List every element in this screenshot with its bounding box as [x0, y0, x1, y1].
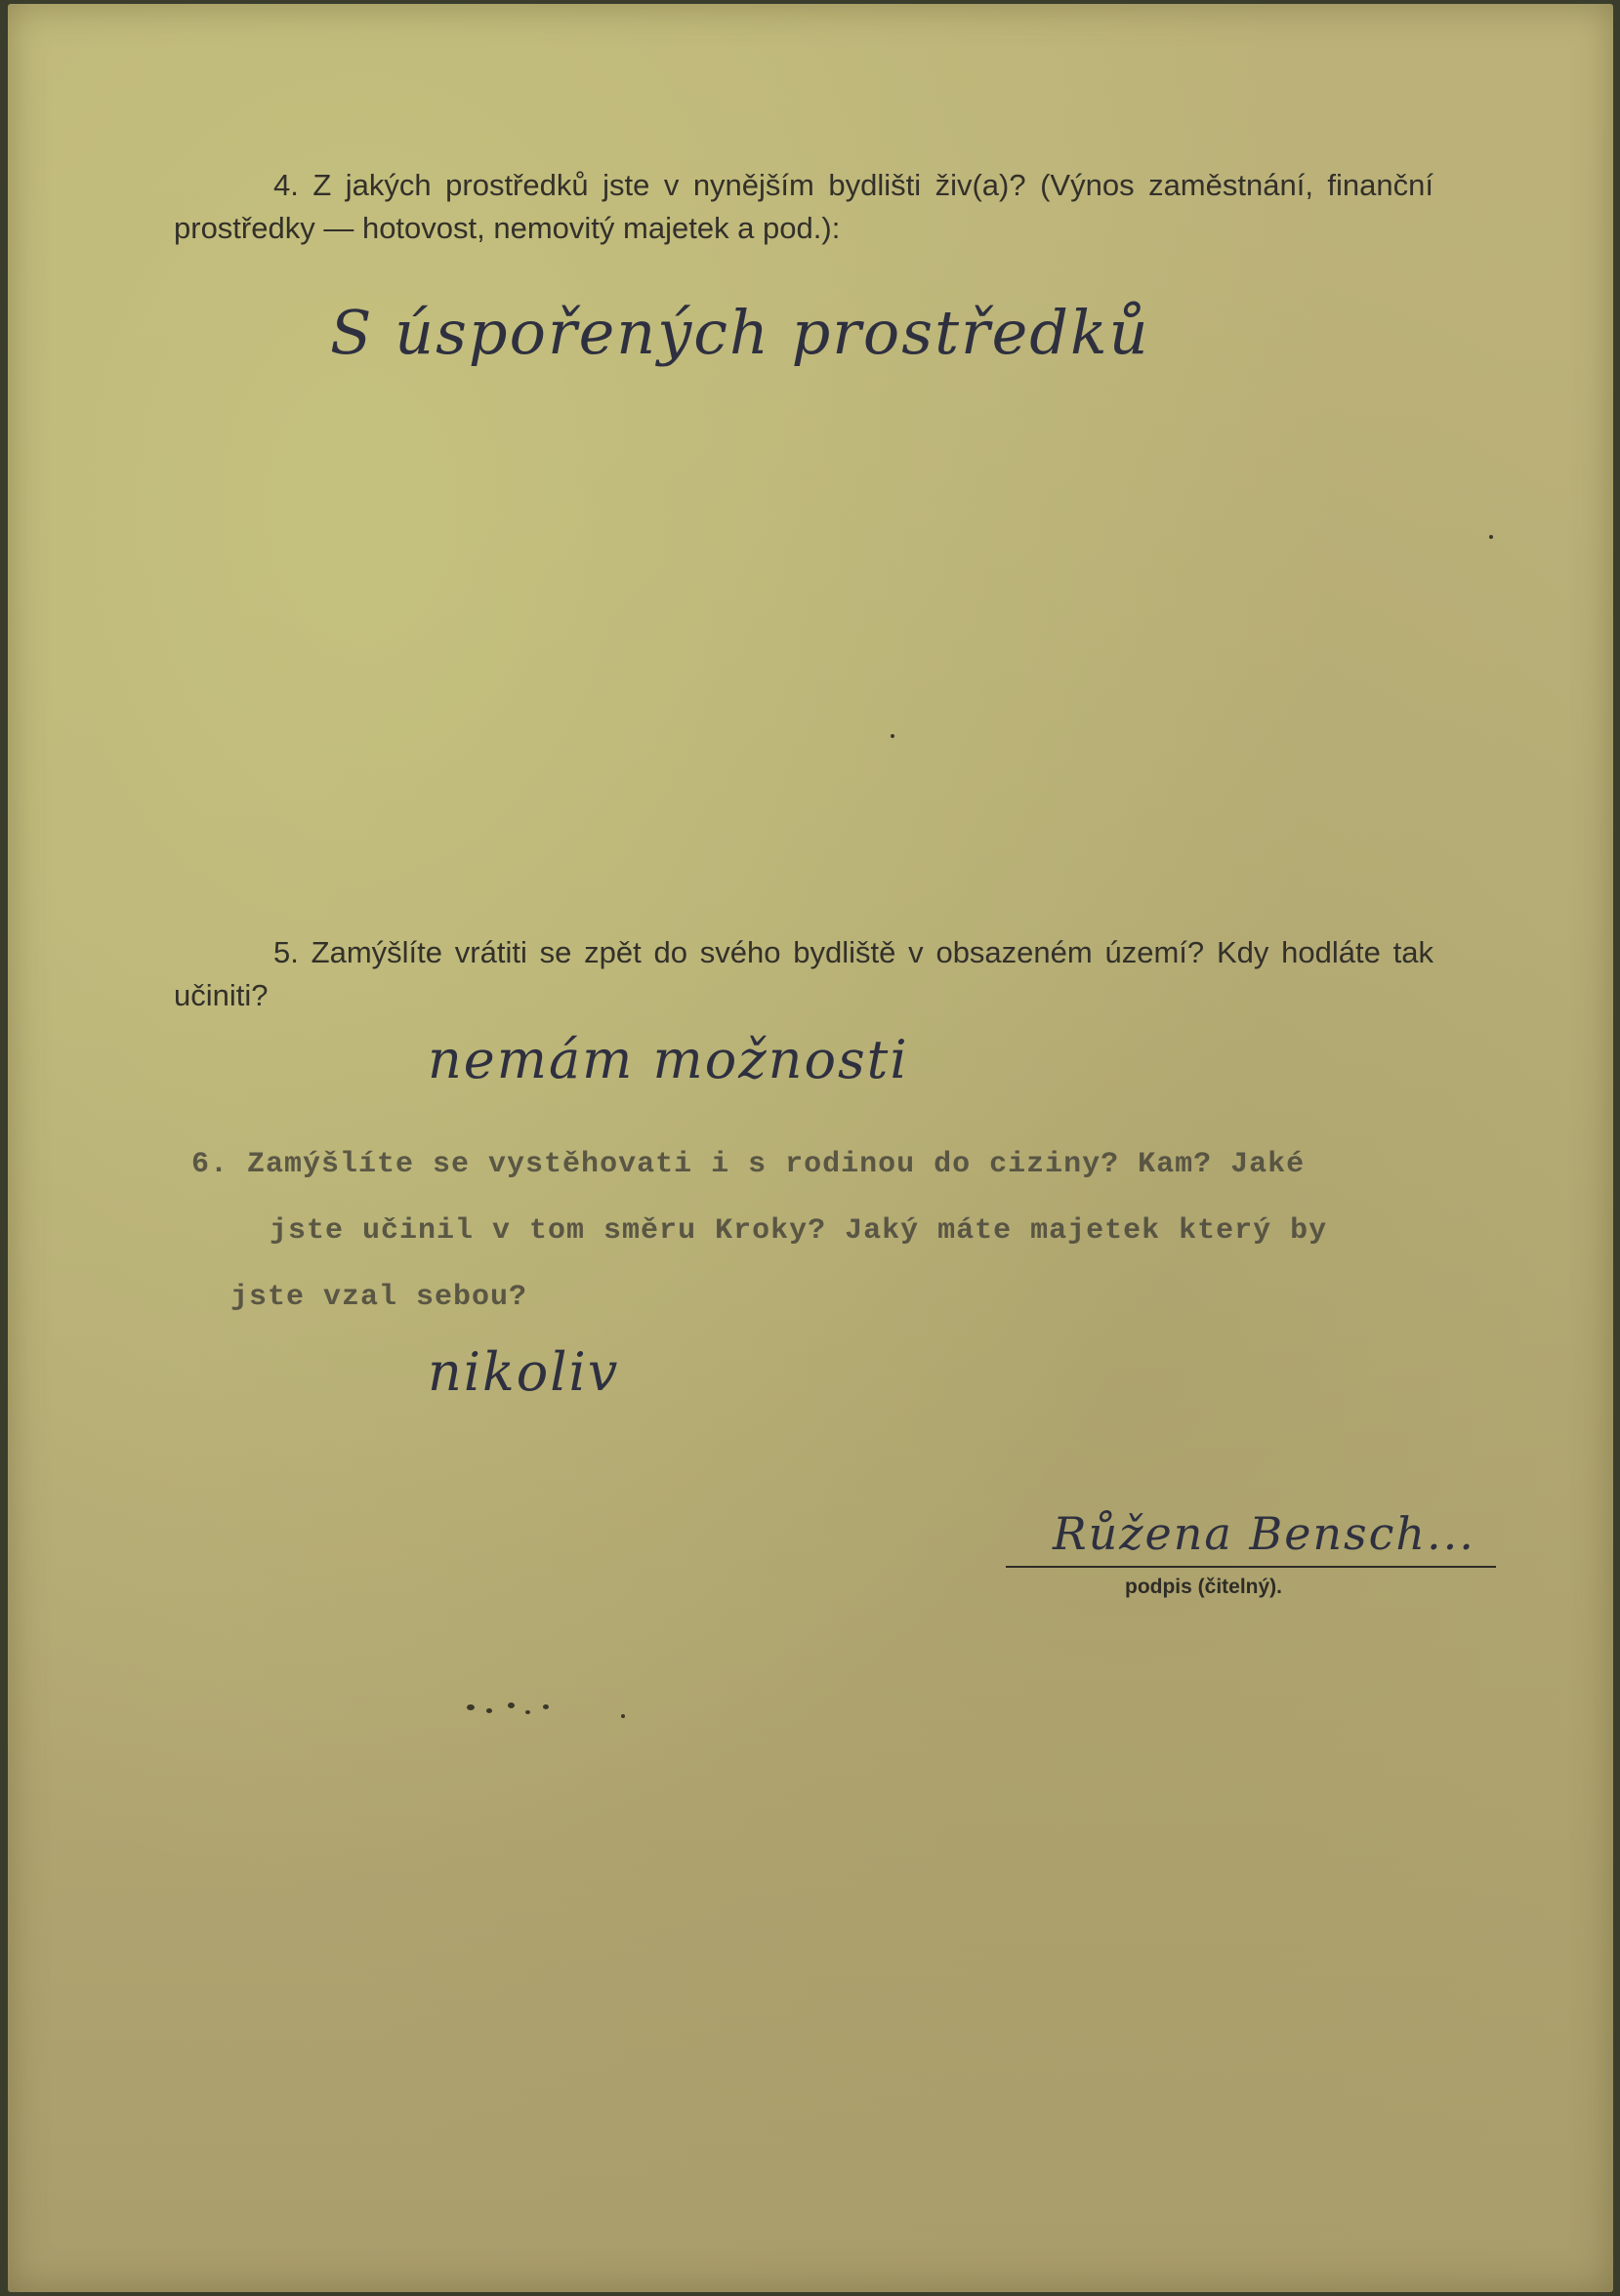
- question-6-handwritten-answer: nikoliv: [428, 1341, 620, 1403]
- question-4-handwritten-answer: S úspořených prostředků: [330, 297, 1150, 368]
- question-5-number: 5.: [273, 935, 299, 969]
- signature: Růžena Bensch...: [1053, 1507, 1475, 1560]
- question-4-body: Z jakých prostředků jste v nynějším bydlišti živ(a)? (Výnos zaměstnání, finanční prostředky — hotovost, nemovitý majetek a pod.):: [174, 168, 1433, 245]
- question-5-text: [174, 931, 1433, 1017]
- question-4-number: 4.: [273, 168, 299, 202]
- question-6-line-1: 6. Zamýšlíte se vystěhovati i s rodinou do ciziny? Kam? Jaké: [191, 1148, 1306, 1181]
- document-sheet: [8, 4, 1613, 2292]
- question-4-text: [174, 164, 1433, 250]
- question-6-line-2: jste učinil v tom směru Kroky? Jaký máte majetek který by: [270, 1214, 1328, 1248]
- question-5-body: Zamýšlíte vrátiti se zpět do svého bydliště v obsazeném území? Kdy hodláte tak učiniti?: [174, 935, 1433, 1012]
- question-6-line-3: jste vzal sebou?: [230, 1281, 528, 1314]
- signature-caption: podpis (čitelný).: [1125, 1576, 1283, 1598]
- question-5-handwritten-answer: nemám možnosti: [428, 1029, 909, 1090]
- signature-line: [1006, 1566, 1496, 1568]
